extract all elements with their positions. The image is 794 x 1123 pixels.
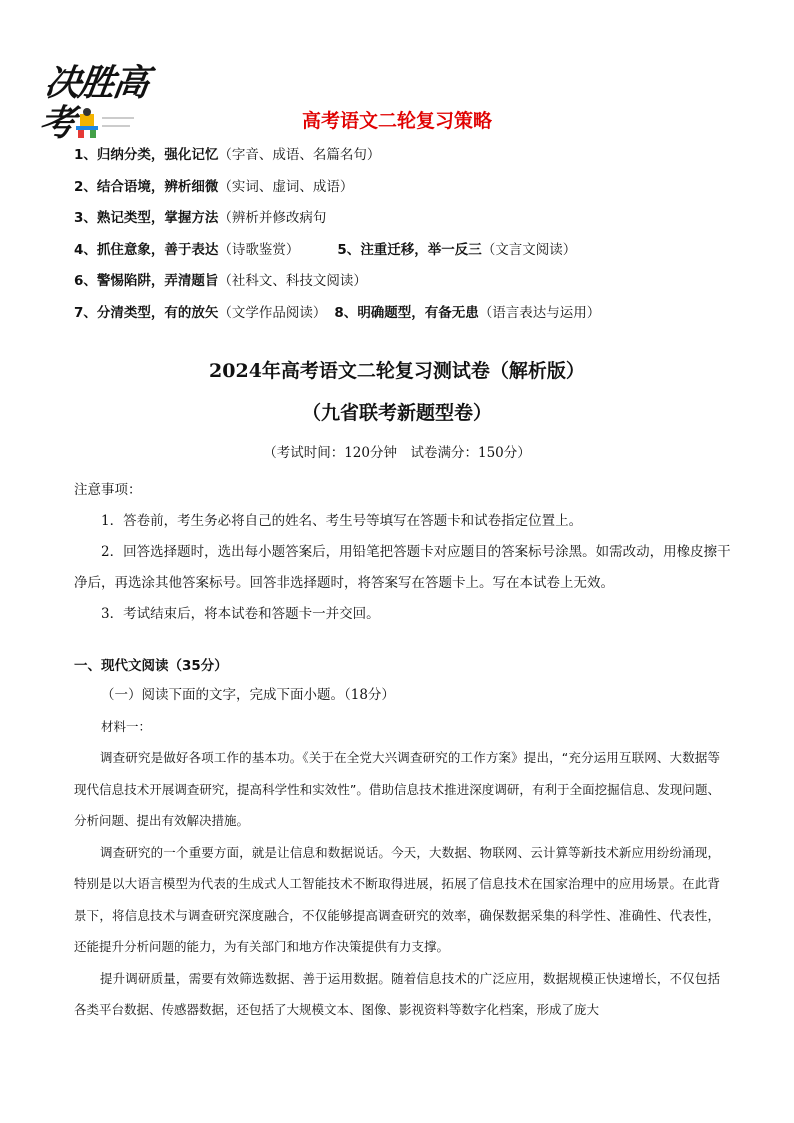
strategy-method: 结合语境，辨析细微 xyxy=(96,178,219,195)
strategy-scope: （诗歌鉴赏） xyxy=(218,241,300,258)
strategy-item: 2、结合语境，辨析细微（实词、虚词、成语） xyxy=(74,178,354,195)
strategy-scope: （文学作品阅读） xyxy=(218,304,327,321)
strategy-method: 抓住意象，善于表达 xyxy=(96,241,219,258)
strategy-item: 7、分清类型，有的放矢（文学作品阅读） 8、明确题型，有备无患（语言表达与运用） xyxy=(74,304,601,321)
strategy-method: 注重迁移，举一反三 xyxy=(360,241,482,258)
strategy-scope: （字音、成语、名篇名句） xyxy=(218,147,381,163)
strategy-method: 归纳分类，强化记忆 xyxy=(96,147,219,163)
strategy-scope: （文言文阅读） xyxy=(481,241,577,258)
strategy-scope: （辨析并修改病句 xyxy=(218,210,327,226)
strategy-item: 3、熟记类型，掌握方法（辨析并修改病句 xyxy=(74,210,327,226)
strategy-scope: （社科文、科技文阅读） xyxy=(218,273,367,289)
material-label: 材料一： xyxy=(101,719,152,734)
notice-block xyxy=(74,475,734,630)
strategy-list xyxy=(74,144,600,333)
exam-info: （考试时间：120分钟 试卷满分：150分） xyxy=(263,445,531,461)
passage-paragraph: 调查研究是做好各项工作的基本功。《关于在全党大兴调查研究的工作方案》提出，“充分运用互联网、大数据等现代信息技术开展调查研究，提高科学性和实效性”。借助信息技术推进深度调研，有利于全面挖掘信息、发现问题、分析问题、提出有效解决措施。 xyxy=(74,750,720,828)
strategy-item: 6、警惕陷阱，弄清题旨（社科文、科技文阅读） xyxy=(74,273,367,289)
strategy-method: 熟记类型，掌握方法 xyxy=(96,210,219,226)
strategy-item: 1、归纳分类，强化记忆（字音、成语、名篇名句） xyxy=(74,147,381,163)
strategy-item: 4、抓住意象，善于表达（诗歌鉴赏） 5、注重迁移，举一反三（文言文阅读） xyxy=(74,241,577,258)
notice-heading: 注意事项： xyxy=(74,482,142,498)
strategy-method: 明确题型，有备无患 xyxy=(357,304,479,321)
notice-item: 1．答卷前，考生务必将自己的姓名、考生号等填写在答题卡和试卷指定位置上。 xyxy=(101,513,583,529)
reading-passage xyxy=(74,742,720,1026)
notice-item: 3．考试结束后，将本试卷和答题卡一并交回。 xyxy=(101,606,380,622)
notice-item: 2．回答选择题时，选出每小题答案后，用铅笔把答题卡对应题目的答案标号涂黑。如需改动，用橡皮擦干净后，再选涂其他答案标号。回答非选择题时，将答案写在答题卡上。写在本试卷上无效。 xyxy=(74,544,731,591)
section-subtitle: （一）阅读下面的文字，完成下面小题。（18分） xyxy=(101,687,395,703)
paper-subtitle: （九省联考新题型卷） xyxy=(301,402,492,424)
strategy-scope: （语言表达与运用） xyxy=(478,304,601,321)
paper-title: 2024年高考语文二轮复习测试卷（解析版） xyxy=(209,360,585,382)
passage-paragraph: 提升调研质量，需要有效筛选数据、善于运用数据。随着信息技术的广泛应用，数据规模正快速增长，不仅包括各类平台数据、传感器数据，还包括了大规模文本、图像、影视资料等数字化档案，形成了庞大 xyxy=(74,970,720,1017)
section-title: 一、现代文阅读（35分） xyxy=(74,658,228,674)
strategy-method: 警惕陷阱，弄清题旨 xyxy=(96,273,219,289)
strategy-title: 高考语文二轮复习策略 xyxy=(301,110,492,132)
strategy-scope: （实词、虚词、成语） xyxy=(218,178,354,195)
logo-brand-text: 决胜高考 xyxy=(36,63,150,144)
passage-paragraph: 调查研究的一个重要方面，就是让信息和数据说话。今天，大数据、物联网、云计算等新技术新应用纷纷涌现，特别是以大语言模型为代表的生成式人工智能技术不断取得进展，拓展了信息技术在国家治理中的应用场景。在此背景下，将信息技术与调查研究深度融合，不仅能够提高调查研究的效率，确保数据采集的科学性、准确性、代表性，还能提升分析问题的能力，为有关部门和地方作决策提供有力支撑。 xyxy=(74,844,720,954)
strategy-method: 分清类型，有的放矢 xyxy=(96,304,219,321)
